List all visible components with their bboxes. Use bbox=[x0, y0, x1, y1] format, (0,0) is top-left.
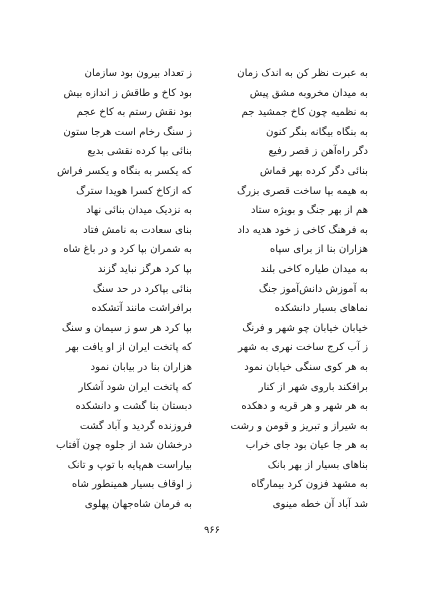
verse-line: برافراشت مانند آتشکده bbox=[91, 303, 192, 315]
verse-line: به هر جا عیان بود جای خراب bbox=[245, 440, 368, 452]
poem-right-column bbox=[218, 64, 368, 515]
verse-line: دبستان بنا گشت و دانشکده bbox=[75, 401, 192, 413]
verse-line: دگر راه‌آهن ز قصر رفیع bbox=[268, 146, 368, 158]
verse-line: که پاتخت ایران شود آشکار bbox=[78, 381, 192, 393]
verse-line: که ازکاخ کسرا هویدا سترگ bbox=[76, 185, 192, 197]
verse-line: به هر کوی سنگی خیابان نمود bbox=[244, 361, 368, 373]
verse-line: به میدان طیاره کاخی بلند bbox=[260, 263, 368, 275]
verse-line: به مشهد فزون کرد بیمارگاه bbox=[251, 479, 368, 491]
verse-line: به آموزش دانش‌آموز جنگ bbox=[258, 283, 368, 295]
verse-line: بود نقش رستم به کاخ عجم bbox=[76, 107, 192, 119]
verse-line: بنائی دگر کرده بهر قماش bbox=[259, 165, 368, 177]
verse-line: بناهای بسیار از بهر بانک bbox=[267, 459, 368, 471]
verse-line: به هیمه بپا ساخت قصری بزرگ bbox=[236, 185, 368, 197]
verse-line: به فرهنگ کاخی ز خود هدیه داد bbox=[237, 224, 368, 236]
verse-line: بنائی بپاکرد در حد سنگ bbox=[92, 283, 192, 295]
verse-line: درخشان شد از جلوه چون آفتاب bbox=[55, 440, 192, 452]
verse-line: به شمران بپا کرد و در باغ شاه bbox=[63, 244, 192, 256]
verse-line: نماهای بسیار دانشکده bbox=[274, 303, 368, 315]
verse-line: که پاتخت ایران از او یافت بهر bbox=[65, 342, 192, 354]
verse-line: بود کاخ و طاقش ز اندازه بیش bbox=[63, 87, 192, 99]
verse-line: بپا کرد هر سو ز سیمان و سنگ bbox=[61, 322, 192, 334]
verse-line: به بنگاه بیگانه بنگر کنون bbox=[266, 126, 368, 138]
page-number: ۹۶۶ bbox=[203, 525, 221, 536]
verse-line: به نزدیک میدان بنائی نهاد bbox=[86, 205, 192, 217]
verse-line: خیابان خیابان چو شهر و فرنگ bbox=[242, 322, 368, 334]
verse-line: به شیراز و تبریز و قومن و رشت bbox=[230, 420, 368, 432]
verse-line: به میدان مخروبه مشق پیش bbox=[249, 87, 368, 99]
verse-line: ز تعداد بیرون بود سازمان bbox=[84, 68, 192, 79]
verse-line: به فرمان شاه‌جهان پهلوی bbox=[84, 499, 192, 511]
verse-line: به نظمیه چون کاخ جمشید جم bbox=[241, 107, 368, 119]
verse-line: که یکسر به بنگاه و یکسر فراش bbox=[56, 165, 192, 177]
verse-line: برافکند باروی شهر از کنار bbox=[258, 381, 368, 393]
verse-line: فروزنده گردید و آباد گشت bbox=[79, 420, 192, 432]
verse-line: بیاراست هم‌پایه با توپ و تانک bbox=[67, 459, 192, 471]
verse-line: بنای سعادت به نامش فتاد bbox=[83, 224, 192, 236]
verse-line: ز آب کرج ساخت نهری به شهر bbox=[237, 342, 368, 354]
verse-line: هزاران بنا در بیابان نمود bbox=[90, 361, 192, 373]
verse-line: هم از بهر جنگ و بویژه ستاد bbox=[250, 205, 368, 217]
verse-line: شد آباد آن خطه مینوی bbox=[272, 499, 368, 511]
verse-line: به هر شهر و هر قریه و دهکده bbox=[241, 401, 368, 413]
verse-line: هزاران بنا از برای سپاه bbox=[269, 244, 368, 256]
verse-line: بپا کرد هرگز نباید گزند bbox=[97, 263, 192, 275]
poem-left-column bbox=[42, 64, 192, 515]
verse-line: به عبرت نظر کن به اندک زمان bbox=[237, 68, 368, 79]
verse-line: ز سنگ رخام است هرجا ستون bbox=[63, 126, 192, 138]
verse-line: ز اوقاف بسیار همینطور شاه bbox=[71, 479, 192, 491]
verse-line: بنائی بپا کرده نقشی بدیع bbox=[87, 146, 192, 158]
